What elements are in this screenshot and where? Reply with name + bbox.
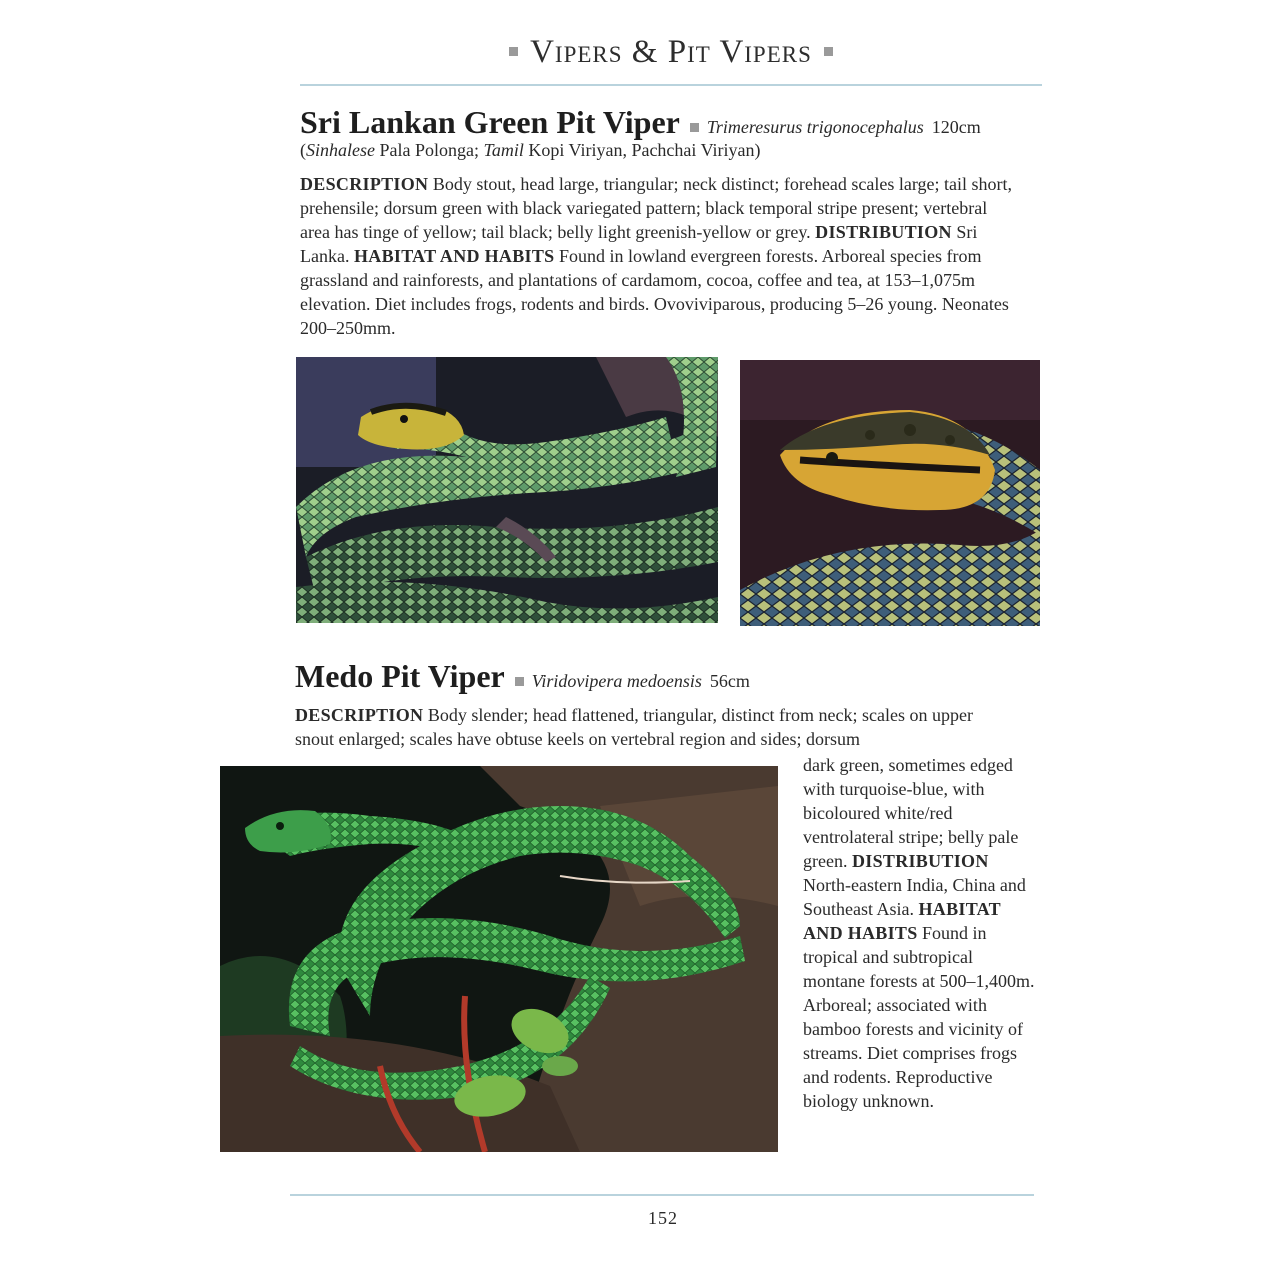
- local-name: Kopi Viriyan, Pachchai Viriyan): [523, 140, 761, 160]
- section-title: Vipers & Pit Vipers: [530, 34, 812, 70]
- language-label: Tamil: [483, 140, 524, 160]
- description-text: dark green, sometimes edged with turquoise-blue, with bicoloured white/red ventrolateral stripe; belly pale green.: [803, 755, 1019, 871]
- species-title: [295, 658, 750, 695]
- local-names: [300, 140, 760, 161]
- scientific-name: Trimeresurus trigonocephalus: [706, 117, 924, 137]
- bullet-square-icon: [515, 677, 524, 686]
- paren: (: [300, 140, 306, 160]
- species-description-continued: [803, 753, 1039, 1113]
- distribution-heading: DISTRIBUTION: [851, 851, 989, 871]
- header-rule: [300, 84, 1042, 86]
- bullet-square-icon: [690, 123, 699, 132]
- common-name: Sri Lankan Green Pit Viper: [300, 104, 680, 140]
- species-size: 120cm: [931, 117, 981, 137]
- photo-green-pit-viper-coiled: [296, 357, 718, 623]
- species-title: [300, 104, 981, 141]
- photo-green-pit-viper-head: [740, 360, 1040, 626]
- scientific-name: Viridovipera medoensis: [531, 671, 702, 691]
- page-number: 152: [648, 1208, 678, 1228]
- species-description: [300, 172, 1020, 340]
- language-label: Sinhalese: [306, 140, 375, 160]
- description-heading: DESCRIPTION: [300, 174, 429, 194]
- distribution-heading: DISTRIBUTION: [815, 222, 952, 242]
- habitat-text: Found in tropical and subtropical montane forests at 500–1,400m. Arboreal; associated with bamboo forests and vicinity of streams. Diet comprises frogs and rodents. Reproductive biology unknown.: [803, 923, 1035, 1111]
- species-description-lead: [295, 703, 1007, 751]
- bullet-square-icon: [509, 47, 518, 56]
- photo-medo-pit-viper: [220, 766, 778, 1152]
- habitat-text: Found in lowland evergreen forests. Arboreal species from grassland and rainforests, and plantations of cardamom, cocoa, coffee and tea, at 153–1,075m elevation. Diet includes frogs, rodents and birds. Ovoviviparous, producing 5–26 young. Neonates 200–250mm.: [300, 246, 1009, 338]
- description-text: Body stout, head large, triangular; neck distinct; forehead scales large; tail short, prehensile; dorsum green with black variegated pattern; black temporal stripe present; vertebral area has tinge of yellow; tail black; belly light greenish-yellow or grey.: [300, 174, 1012, 242]
- habitat-heading: HABITAT AND HABITS: [803, 899, 1001, 943]
- description-text: Body slender; head flattened, triangular, distinct from neck; scales on upper snout enlarged; scales have obtuse keels on vertebral region and sides; dorsum: [295, 705, 973, 749]
- distribution-text: North-eastern India, China and Southeast Asia.: [803, 875, 1026, 919]
- footer-rule: [290, 1194, 1034, 1196]
- species-size: 56cm: [709, 671, 750, 691]
- distribution-text: Sri Lanka.: [300, 222, 978, 266]
- bullet-square-icon: [824, 47, 833, 56]
- description-heading: DESCRIPTION: [295, 705, 424, 725]
- habitat-heading: HABITAT AND HABITS: [353, 246, 555, 266]
- common-name: Medo Pit Viper: [295, 658, 505, 694]
- running-header: [300, 34, 1042, 71]
- local-name: Pala Polonga;: [375, 140, 484, 160]
